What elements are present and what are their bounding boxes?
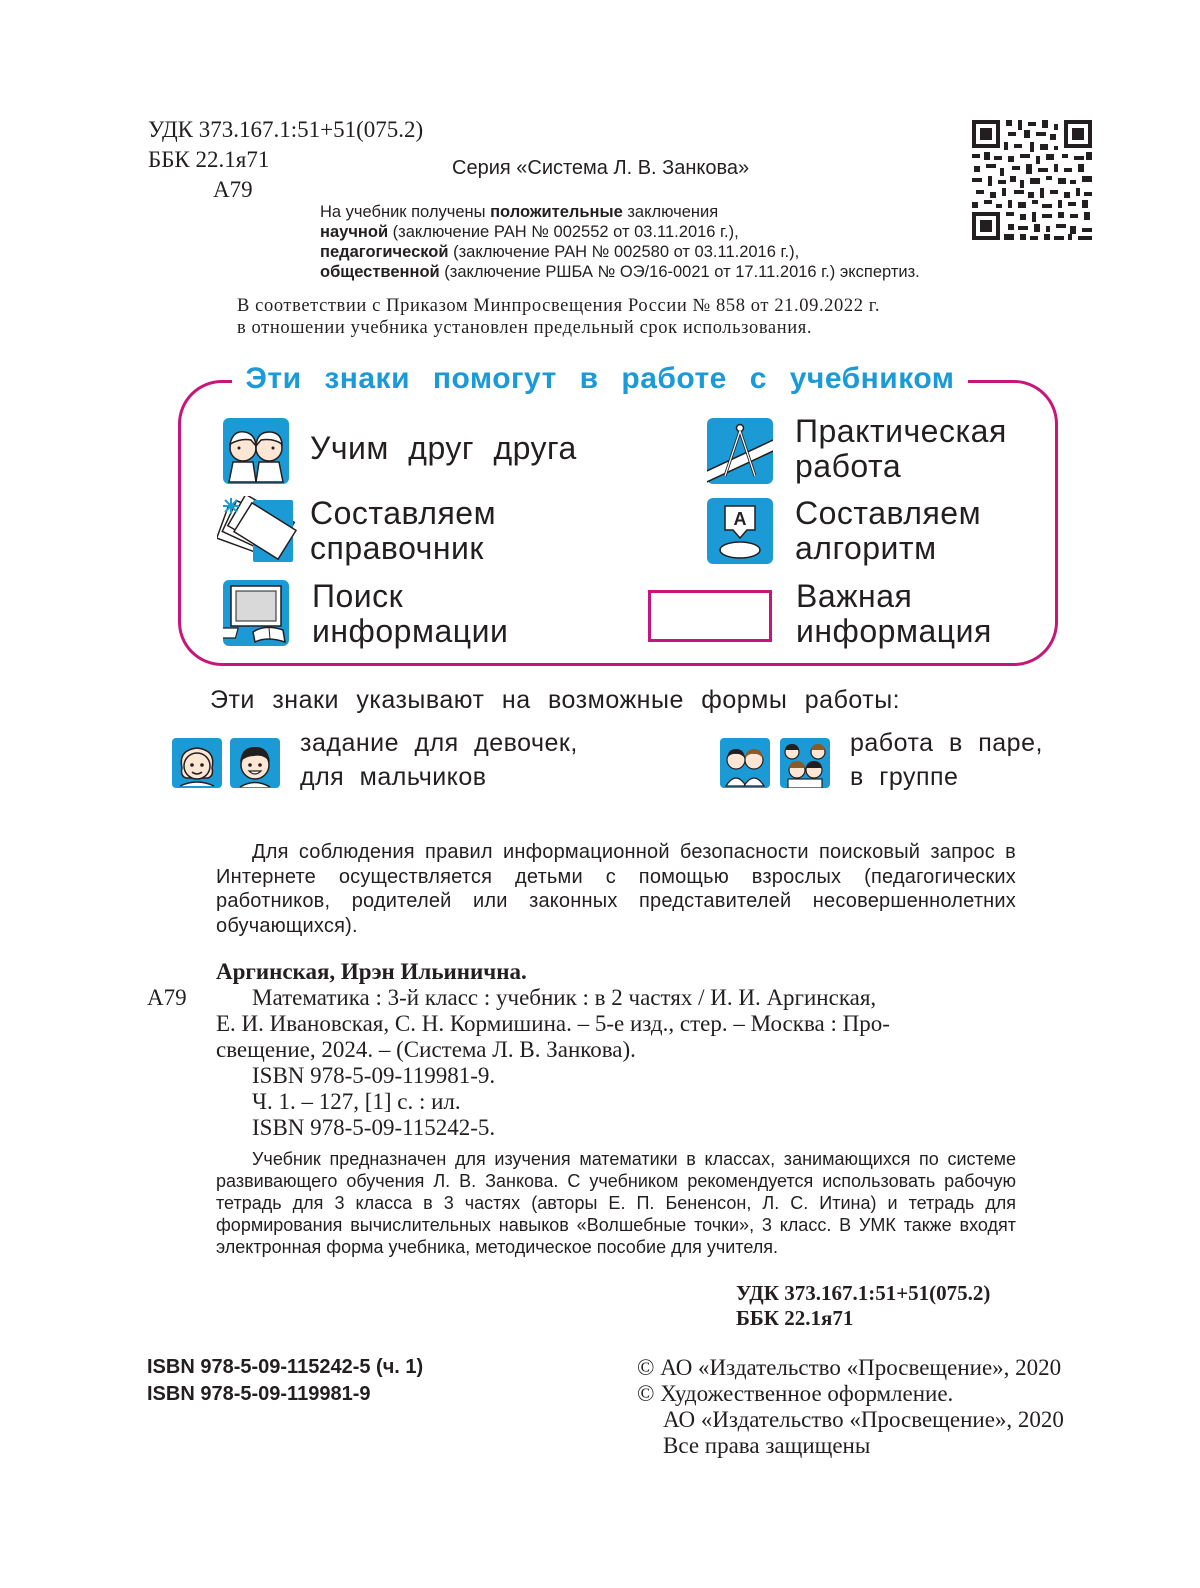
series-name: Серия «Система Л. В. Занкова» bbox=[452, 157, 750, 179]
legend-title-text: Эти знаки помогут в работе с учебником bbox=[232, 362, 969, 395]
legend-label-teach bbox=[310, 431, 577, 466]
legend-label-practical bbox=[795, 414, 1007, 484]
work-form-group-line-2: в группе bbox=[850, 763, 959, 791]
legend-label-algorithm-line-1: Составляем bbox=[795, 495, 982, 531]
legend-label-reference-line-1: Составляем bbox=[310, 495, 497, 531]
review-scientific-text: (заключение РАН № 002552 от 03.11.2016 г.), bbox=[388, 223, 739, 241]
order-notice bbox=[237, 295, 880, 339]
udk-code: УДК 373.167.1:51+51(075.2) bbox=[148, 117, 424, 142]
catalog-author: Аргинская, Ирэн Ильинична. bbox=[216, 959, 527, 984]
footer-isbn-full: ISBN 978-5-09-119981-9 bbox=[147, 1383, 371, 1405]
footer-isbn-block bbox=[147, 1354, 423, 1408]
legend-label-practical-line-2: работа bbox=[795, 448, 902, 484]
reviews-positive: положительные bbox=[490, 203, 623, 221]
bbk-code: ББК 22.1я71 bbox=[148, 147, 270, 172]
catalog-part-info: Ч. 1. – 127, [1] с. : ил. bbox=[252, 1089, 461, 1114]
review-pedagogical-label: педагогической bbox=[320, 243, 449, 261]
pink-frame-icon bbox=[648, 590, 772, 642]
reviews-line-2 bbox=[320, 222, 920, 242]
cards-icon bbox=[217, 496, 297, 568]
reviews-line-3 bbox=[320, 242, 920, 262]
algorithm-icon bbox=[707, 498, 773, 564]
rights-reserved: Все права защищены bbox=[663, 1433, 871, 1458]
review-scientific-label: научной bbox=[320, 223, 389, 241]
work-form-gender-line-2: для мальчиков bbox=[300, 763, 487, 791]
safety-notice: Для соблюдения правил информационной безопасности поисковый запрос в Интернете осуществляется детьми с помощью взрослых (педагогических работников, родителей или законных представителей несовершеннолетних обучающихся). bbox=[216, 841, 1016, 937]
catalog-bbk: ББК 22.1я71 bbox=[736, 1306, 854, 1330]
legend-label-search bbox=[312, 579, 508, 649]
computer-book-icon bbox=[223, 580, 289, 646]
reviews-conclusions: заключения bbox=[622, 203, 719, 221]
reviews-block bbox=[320, 202, 920, 282]
catalog-udk: УДК 373.167.1:51+51(075.2) bbox=[736, 1281, 991, 1305]
review-pedagogical-text: (заключение РАН № 002580 от 03.11.2016 г.), bbox=[448, 243, 800, 261]
legend-label-important-line-1: Важная bbox=[796, 578, 913, 614]
review-public-label: общественной bbox=[320, 263, 440, 281]
legend-label-practical-line-1: Практическая bbox=[795, 413, 1007, 449]
catalog-isbn-full: ISBN 978-5-09-119981-9. bbox=[252, 1063, 496, 1088]
catalog-annotation: Учебник предназначен для изучения математики в классах, занимающихся по системе развивающего обучения Л. В. Занкова. С учебником рекомендуется использовать рабочую тетрадь для 3 класса в 3 частях (авторы Е. П. Бененсон, Л. С. Итина) и тетрадь для формирования вычислительных навыков «Волшебные точки», 3 класс. В УМК также входят электронная форма учебника, методическое пособие для учителя. bbox=[216, 1149, 1016, 1257]
catalog-line-3: свещение, 2024. – (Система Л. В. Занкова). bbox=[216, 1037, 636, 1062]
reviews-line-4 bbox=[320, 262, 920, 282]
legend-label-reference-line-2: справочник bbox=[310, 530, 484, 566]
work-form-gender bbox=[300, 726, 578, 794]
teach-each-other-icon bbox=[223, 418, 289, 484]
pair-icon bbox=[720, 738, 770, 788]
legend-label-algorithm bbox=[795, 496, 981, 566]
catalog-classification bbox=[736, 1281, 990, 1331]
qr-code-icon bbox=[970, 118, 1094, 242]
reviews-intro: На учебник получены bbox=[320, 203, 491, 221]
legend-title bbox=[0, 362, 1200, 396]
catalog-mark: А79 bbox=[147, 985, 187, 1010]
footer-copyright-block bbox=[637, 1355, 1064, 1459]
compass-ruler-icon bbox=[707, 418, 773, 484]
work-forms-title: Эти знаки указывают на возможные формы работы: bbox=[210, 686, 901, 714]
legend-label-important-line-2: информация bbox=[796, 613, 992, 649]
work-form-group-line-1: работа в паре, bbox=[850, 729, 1043, 757]
girl-icon bbox=[172, 738, 222, 788]
legend-label-search-line-2: информации bbox=[312, 613, 509, 649]
copyright-design: © Художественное оформление. bbox=[637, 1381, 954, 1406]
work-form-group bbox=[850, 726, 1043, 794]
group-icon bbox=[780, 738, 830, 788]
catalog-isbn-part: ISBN 978-5-09-115242-5. bbox=[252, 1115, 496, 1140]
copyright-publisher: © АО «Издательство «Просвещение», 2020 bbox=[637, 1355, 1062, 1380]
legend-label-important bbox=[796, 579, 992, 649]
legend-label-teach-line-1: Учим друг друга bbox=[310, 430, 577, 466]
copyright-design-owner: АО «Издательство «Просвещение», 2020 bbox=[663, 1407, 1064, 1432]
catalog-line-2: Е. И. Ивановская, С. Н. Кормишина. – 5-е изд., стер. – Москва : Про- bbox=[216, 1011, 890, 1036]
boy-icon bbox=[230, 738, 280, 788]
work-form-gender-line-1: задание для девочек, bbox=[300, 729, 578, 757]
catalog-line-1: Математика : 3-й класс : учебник : в 2 частях / И. И. Аргинская, bbox=[252, 985, 877, 1010]
legend-label-search-line-1: Поиск bbox=[312, 578, 404, 614]
catalog-description bbox=[216, 985, 1016, 1141]
order-notice-line-2: в отношении учебника установлен предельный срок использования. bbox=[237, 318, 813, 338]
author-mark: А79 bbox=[213, 177, 253, 202]
legend-label-algorithm-line-2: алгоритм bbox=[795, 530, 937, 566]
algorithm-letter: А bbox=[733, 509, 747, 529]
legend-label-reference bbox=[310, 496, 496, 566]
footer-isbn-part1: ISBN 978-5-09-115242-5 (ч. 1) bbox=[147, 1356, 424, 1378]
order-notice-line-1: В соответствии с Приказом Минпросвещения России № 858 от 21.09.2022 г. bbox=[237, 296, 881, 316]
reviews-line-1 bbox=[320, 202, 920, 222]
review-public-text: (заключение РШБА № ОЭ/16-0021 от 17.11.2016 г.) экспертиз. bbox=[439, 263, 920, 281]
